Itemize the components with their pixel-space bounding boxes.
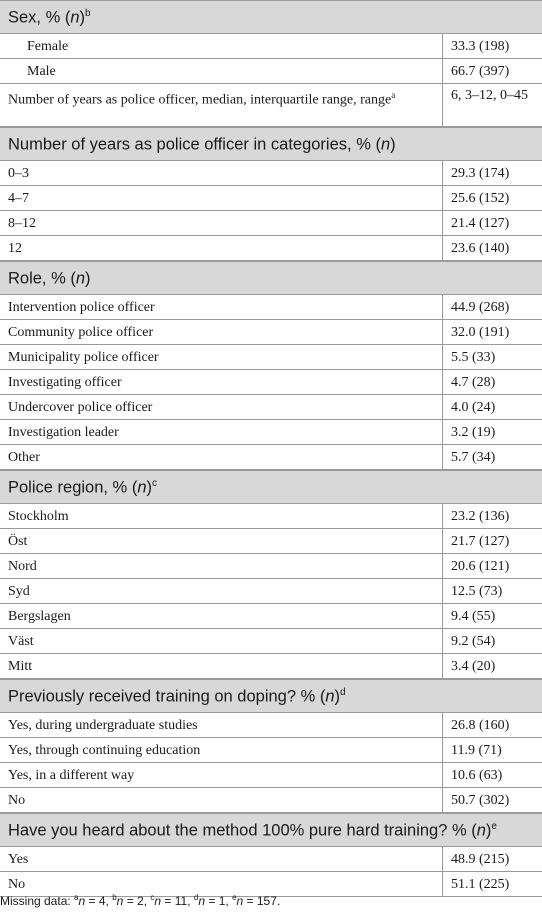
- row-label: Investigating officer: [0, 370, 443, 394]
- table-row: [0, 34, 542, 59]
- row-value: 11.9 (71): [451, 743, 502, 758]
- row-label: Yes: [0, 847, 443, 871]
- table-row: [0, 320, 542, 345]
- row-value: 21.4 (127): [451, 216, 510, 231]
- table-row: [0, 763, 542, 788]
- table-row: [0, 554, 542, 579]
- row-label: 12: [0, 236, 443, 260]
- row-label: Bergslagen: [0, 604, 443, 628]
- table-row: [0, 629, 542, 654]
- table-row: [0, 738, 542, 763]
- row-label: 0–3: [0, 161, 443, 185]
- row-label: Municipality police officer: [0, 345, 443, 369]
- table-row: [0, 295, 542, 320]
- table-row: [0, 604, 542, 629]
- table-row: [0, 395, 542, 420]
- row-value: 32.0 (191): [451, 325, 510, 340]
- table-footnote: Missing data: $^a$n = 4, $^b$n = 2, $^c$n = 11, $^d$n = 1, $^e$n = 157.: [0, 893, 281, 908]
- row-value: 9.2 (54): [451, 634, 496, 649]
- table-row: [0, 211, 542, 236]
- row-label: Nord: [0, 554, 443, 578]
- row-value: 5.7 (34): [451, 450, 496, 465]
- section-heading: Sex, % $(n)^b$: [0, 0, 542, 34]
- row-label: Other: [0, 445, 443, 469]
- section-heading: Have you heard about the method 100% pure hard training? % $(n)^e$: [0, 813, 542, 847]
- row-label: Undercover police officer: [0, 395, 443, 419]
- section-heading: Role, % (n): [0, 261, 542, 295]
- table-row: [0, 161, 542, 186]
- table-row: [0, 713, 542, 738]
- table-row: [0, 579, 542, 604]
- table-row: [0, 504, 542, 529]
- table-row: [0, 186, 542, 211]
- table-row: [0, 529, 542, 554]
- row-value: 12.5 (73): [451, 584, 503, 599]
- section-heading: Police region, % $(n)^c$: [0, 470, 542, 504]
- row-value: 20.6 (121): [451, 559, 510, 574]
- table-row: [0, 445, 542, 470]
- table-row: [0, 84, 542, 127]
- row-label: Yes, through continuing education: [0, 738, 443, 762]
- row-value: 29.3 (174): [451, 166, 510, 181]
- table-row: [0, 59, 542, 84]
- row-value: 4.7 (28): [451, 375, 496, 390]
- table-row: [0, 370, 542, 395]
- section-heading: Number of years as police officer in categories, % (n): [0, 127, 542, 161]
- row-label: Male: [0, 59, 443, 83]
- row-label: Investigation leader: [0, 420, 443, 444]
- row-value: 33.3 (198): [451, 39, 510, 54]
- table-row: [0, 847, 542, 872]
- row-label: Yes, during undergraduate studies: [0, 713, 443, 737]
- row-label: Öst: [0, 529, 443, 553]
- table-row: [0, 420, 542, 445]
- row-value: 66.7 (397): [451, 64, 510, 79]
- section-heading: Previously received training on doping? % $(n)^d$: [0, 679, 542, 713]
- row-value: 44.9 (268): [451, 300, 510, 315]
- row-value: 21.7 (127): [451, 534, 510, 549]
- row-value: 51.1 (225): [451, 877, 510, 892]
- row-label: Community police officer: [0, 320, 443, 344]
- table-row: [0, 788, 542, 813]
- row-label: Väst: [0, 629, 443, 653]
- row-value: 3.2 (19): [451, 425, 496, 440]
- table-row: [0, 654, 542, 679]
- table-row: [0, 345, 542, 370]
- row-label: 8–12: [0, 211, 443, 235]
- row-label: Yes, in a different way: [0, 763, 443, 787]
- row-label: Number of years as police officer, median, interquartile range, range$^a$: [0, 84, 443, 126]
- row-value: 6, 3–12, 0–45: [451, 88, 528, 103]
- row-label: Intervention police officer: [0, 295, 443, 319]
- row-label: Mitt: [0, 654, 443, 678]
- row-value: 4.0 (24): [451, 400, 496, 415]
- row-label: No: [0, 872, 443, 896]
- row-value: 50.7 (302): [451, 793, 510, 808]
- row-label: No: [0, 788, 443, 812]
- row-value: 23.6 (140): [451, 241, 510, 256]
- row-value: 10.6 (63): [451, 768, 503, 783]
- row-label: Female: [0, 34, 443, 58]
- row-label: 4–7: [0, 186, 443, 210]
- row-value: 23.2 (136): [451, 509, 510, 524]
- row-value: 9.4 (55): [451, 609, 496, 624]
- row-value: 3.4 (20): [451, 659, 496, 674]
- row-value: 48.9 (215): [451, 852, 510, 867]
- row-label: Stockholm: [0, 504, 443, 528]
- row-value: 25.6 (152): [451, 191, 510, 206]
- table-row: [0, 236, 542, 261]
- row-label: Syd: [0, 579, 443, 603]
- row-value: 5.5 (33): [451, 350, 496, 365]
- row-value: 26.8 (160): [451, 718, 510, 733]
